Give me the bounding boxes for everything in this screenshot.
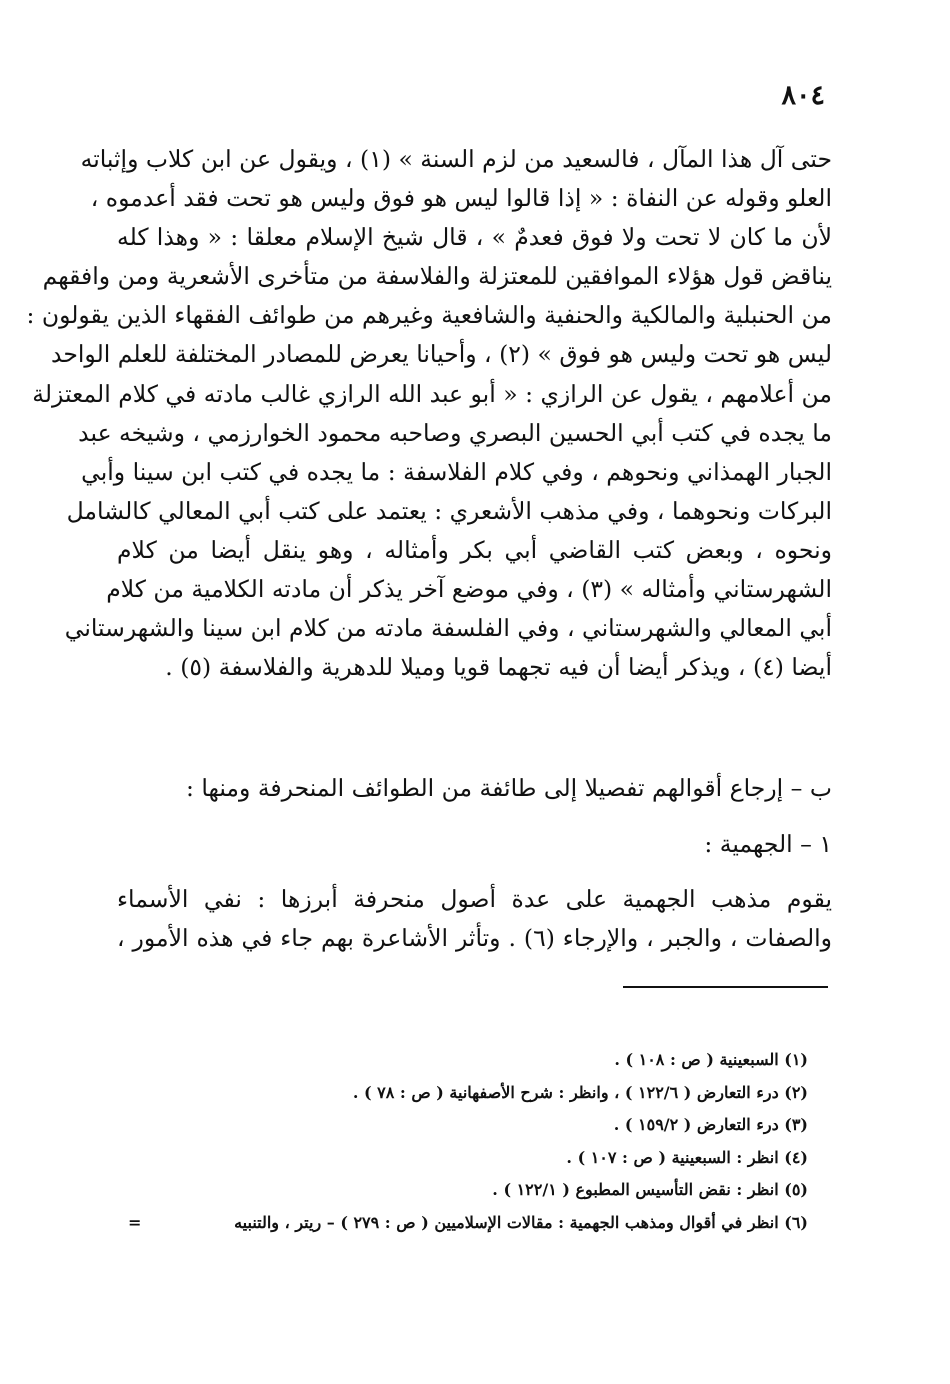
footnote-row <box>128 1207 808 1240</box>
text-line: يقوم مذهب الجهمية على عدة أصول منحرفة أبرزها : نفي الأسماء <box>117 885 832 913</box>
footnote: (١) السبعينية ( ص : ١٠٨ ) . <box>614 1050 808 1069</box>
text-line: ليس هو تحت وليس هو فوق » (٢) ، وأحيانا يعرض للمصادر المختلفة للعلم الواحد <box>51 340 832 369</box>
footnotes <box>128 1044 808 1240</box>
page-number: ٨٠٤ <box>781 80 825 111</box>
footnote: (٢) درء التعارض ( ١٢٢/٦ ) ، وانظر : شرح الأصفهانية ( ص : ٧٨ ) . <box>352 1082 808 1102</box>
footnote-continuation-mark: = <box>128 1212 142 1232</box>
text-line: العلو وقوله عن النفاة : « إذا قالوا ليس هو فوق وليس هو تحت فقد أعدموه ، <box>90 184 832 213</box>
footnote: (٣) درء التعارض ( ١٥٩/٢ ) . <box>613 1115 808 1135</box>
text-line: لأن ما كان لا تحت ولا فوق فعدمٌ » ، قال شيخ الإسلام معلقا : « وهذا كله <box>117 223 832 252</box>
second-paragraph <box>117 880 832 958</box>
text-line: يناقض قول هؤلاء الموافقين للمعتزلة والفلاسفة من متأخرى الأشعرية ومن وافقهم <box>42 262 832 291</box>
text-line: ما يجده في كتب أبي الحسين البصري وصاحبه محمود الخوارزمي ، وشيخه عبد <box>78 418 832 447</box>
text-line: أبي المعالي والشهرستاني ، وفي الفلسفة مادته من كلام ابن سينا والشهرستاني <box>64 614 832 643</box>
main-paragraph <box>26 140 832 687</box>
text-line: من الحنبلية والمالكية والحنفية والشافعية وغيرهم من طوائف الفقهاء الذين يقولون : <box>26 301 832 330</box>
text-line: ونحوه ، وبعض كتب القاضي أبي بكر وأمثاله ، وهو ينقل أيضا من كلام <box>117 535 832 564</box>
text-line: من أعلامهم ، يقول عن الرازي : « أبو عبد الله الرازي غالب مادته في كلام المعتزلة <box>32 379 832 408</box>
text-line: أيضا (٤) ، ويذكر أيضا أن فيه تجهما قويا وميلا للدهرية والفلاسفة (٥) . <box>165 653 832 682</box>
footnote: (٥) انظر : نقض التأسيس المطبوع ( ١٢٢/١ ) . <box>492 1180 808 1200</box>
text-line: والصفات ، والجبر ، والإرجاء (٦) . وتأثر الأشاعرة بهم جاء في هذه الأمور ، <box>117 924 833 953</box>
footnote: (٤) انظر : السبعينية ( ص : ١٠٧ ) . <box>566 1147 808 1167</box>
subsection-heading-jahmiyya: ١ – الجهمية : <box>704 830 832 858</box>
footnote: (٦) انظر في أقوال ومذهب الجهمية : مقالات الإسلاميين ( ص : ٢٧٩ ) – ريتر ، والتنبيه <box>234 1212 808 1232</box>
text-line: الشهرستاني وأمثاله » (٣) ، وفي موضع آخر يذكر أن مادته الكلامية من كلام <box>106 575 832 604</box>
footnote-separator <box>623 986 828 988</box>
section-heading-b: ب – إرجاع أقوالهم تفصيلا إلى طائفة من الطوائف المنحرفة ومنها : <box>185 774 832 802</box>
text-line: حتى آل هذا المآل ، فالسعيد من لزم السنة » (١) ، ويقول عن ابن كلاب وإثباته <box>80 145 832 173</box>
text-line: البركات ونحوهما ، وفي مذهب الأشعري : يعتمد على كتب أبي المعالي كالشامل <box>66 496 832 525</box>
text-line: الجبار الهمذاني ونحوهم ، وفي كلام الفلاسفة : ما يجده في كتب ابن سينا وأبي <box>81 457 832 486</box>
